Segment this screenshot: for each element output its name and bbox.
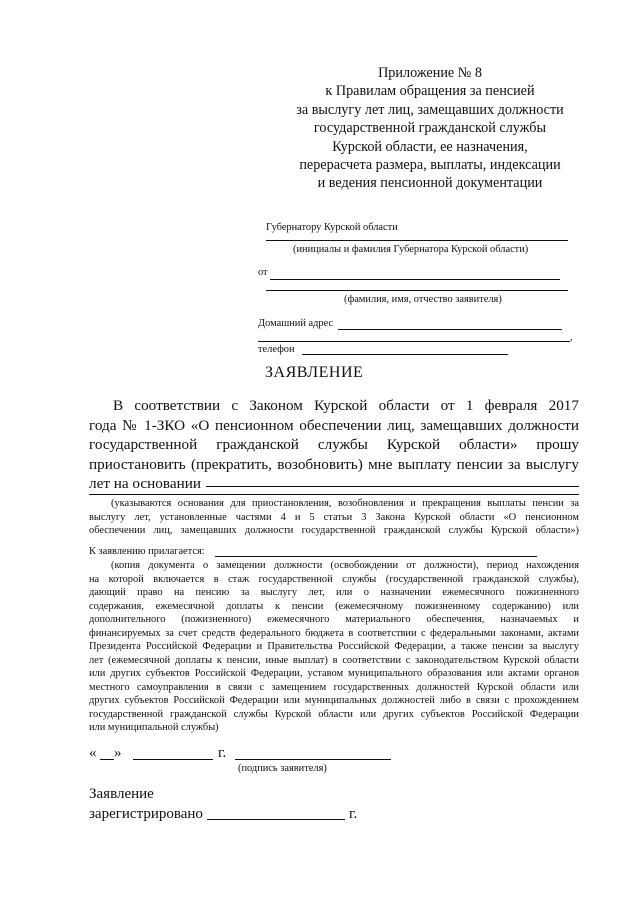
registration-line-2: зарегистрировано xyxy=(89,806,203,822)
registration-date-line[interactable] xyxy=(207,819,345,820)
attachment-line[interactable] xyxy=(215,556,537,557)
applicant-name-caption: (фамилия, имя, отчество заявителя) xyxy=(344,294,502,305)
attachment-caption-line: на которой включается в стаж государственной службы (государственной гражданской службы), xyxy=(89,573,579,585)
registration-line-1: Заявление xyxy=(89,786,154,802)
basis-caption-line: выслугу лет, установленные частями 4 и 5 статьи 3 Закона Курской области «О пенсионном xyxy=(89,511,579,523)
appendix-line: за выслугу лет лиц, замещавших должности xyxy=(296,101,564,118)
date-open-quote: « xyxy=(89,745,97,761)
basis-line-2[interactable] xyxy=(89,494,579,495)
appendix-line: и ведения пенсионной документации xyxy=(317,175,543,192)
application-text xyxy=(89,396,579,494)
address-comma: , xyxy=(570,332,573,343)
attachment-caption-line: или муниципальной службы) xyxy=(89,722,219,733)
governor-name-line[interactable] xyxy=(266,240,568,241)
registration-block xyxy=(89,784,203,824)
attachment-caption-line: дополнительного (пожизненного) ежемесячного материального обеспечения, назначаемых и xyxy=(89,614,579,625)
attachment-caption-line: (копия документа о замещении должности (освобождении от должности), период нахождения xyxy=(111,560,579,571)
basis-line-1[interactable] xyxy=(206,486,579,487)
registration-year-suffix: г. xyxy=(349,806,358,822)
appendix-line: перерасчета размера, выплаты, индексации xyxy=(299,157,561,174)
basis-caption-line: (указываются основания для приостановления, возобновления и прекращения выплаты пенсии за xyxy=(111,498,579,509)
attachment-caption-line: финансируемых за счет средств федерального бюджета в соответствии с федеральными законами, актами xyxy=(89,627,579,639)
basis-caption xyxy=(89,497,579,538)
date-month-line[interactable] xyxy=(133,759,213,760)
attachment-caption-line: местного самоуправления в связи с замещением государственных должностей Курской области или xyxy=(89,681,579,693)
date-year-suffix: г. xyxy=(218,745,227,761)
body-line: государственной гражданской службы Курской области» прошу xyxy=(89,436,579,453)
document-title: ЗАЯВЛЕНИЕ xyxy=(265,364,364,381)
address-line-2[interactable] xyxy=(258,341,570,342)
attachment-caption-line: содержания, ежемесячной доплаты к пенсии (ежемесячному пожизненному содержанию) или xyxy=(89,600,579,612)
phone-label: телефон xyxy=(258,344,295,355)
body-line: лет на основании xyxy=(89,475,201,492)
body-line: приостановить (прекратить, возобновить) мне выплату пенсии за выслугу xyxy=(89,455,579,473)
attachment-caption-line: лет (ежемесячной доплаты к пенсии, иные выплат) в соответствии с законодательством Курской области xyxy=(89,654,579,666)
appendix-line: государственной гражданской службы xyxy=(313,120,547,137)
date-close-quote: » xyxy=(114,745,122,761)
signature-line[interactable] xyxy=(235,759,391,760)
address-label: Домашний адрес xyxy=(258,318,334,329)
attachment-caption-line: дающий право на пенсию за выслугу лет, или о назначении ежемесячного пожизненного xyxy=(89,587,579,598)
appendix-line: к Правилам обращения за пенсией xyxy=(325,83,535,100)
body-line: В соответствии с Законом Курской области от 1 февраля 2017 xyxy=(113,397,579,414)
date-day-line[interactable] xyxy=(100,759,114,760)
applicant-name-line-2[interactable] xyxy=(266,290,568,291)
attachment-caption-line: или других субъектов Российской Федерации, уставом муниципального образования или актами органов xyxy=(89,668,579,679)
appendix-line: Курской области, ее назначения, xyxy=(332,138,528,155)
attachment-caption xyxy=(89,559,579,735)
applicant-name-line-1[interactable] xyxy=(270,279,560,280)
governor-name-caption: (инициалы и фамилия Губернатора Курской области) xyxy=(293,244,529,255)
signature-caption: (подпись заявителя) xyxy=(238,763,327,774)
attachment-caption-line: других субъектов Российской Федерации или муниципальных должностей либо в связи с прохождением xyxy=(89,695,579,706)
attachment-label: К заявлению прилагается: xyxy=(89,546,205,557)
phone-line[interactable] xyxy=(302,354,508,355)
appendix-line: Приложение № 8 xyxy=(378,65,482,81)
body-line: года № 1-ЗКО «О пенсионном обеспечении лиц, замещавших должности xyxy=(89,416,579,434)
attachment-caption-line: Президента Российской Федерации и Правительства Российской Федерации, а также пенсии за выслугу xyxy=(89,641,579,652)
basis-caption-line: обеспечении лиц, замещавших должности государственной гражданской службы Курской области») xyxy=(89,525,579,537)
from-label: от xyxy=(258,267,268,278)
appendix-header xyxy=(270,64,590,193)
address-line-1[interactable] xyxy=(338,329,562,330)
addressee-label: Губернатору Курской области xyxy=(266,222,398,233)
attachment-caption-line: государственной гражданской службы Курской области или других субъектов Российской Федерации xyxy=(89,708,579,720)
